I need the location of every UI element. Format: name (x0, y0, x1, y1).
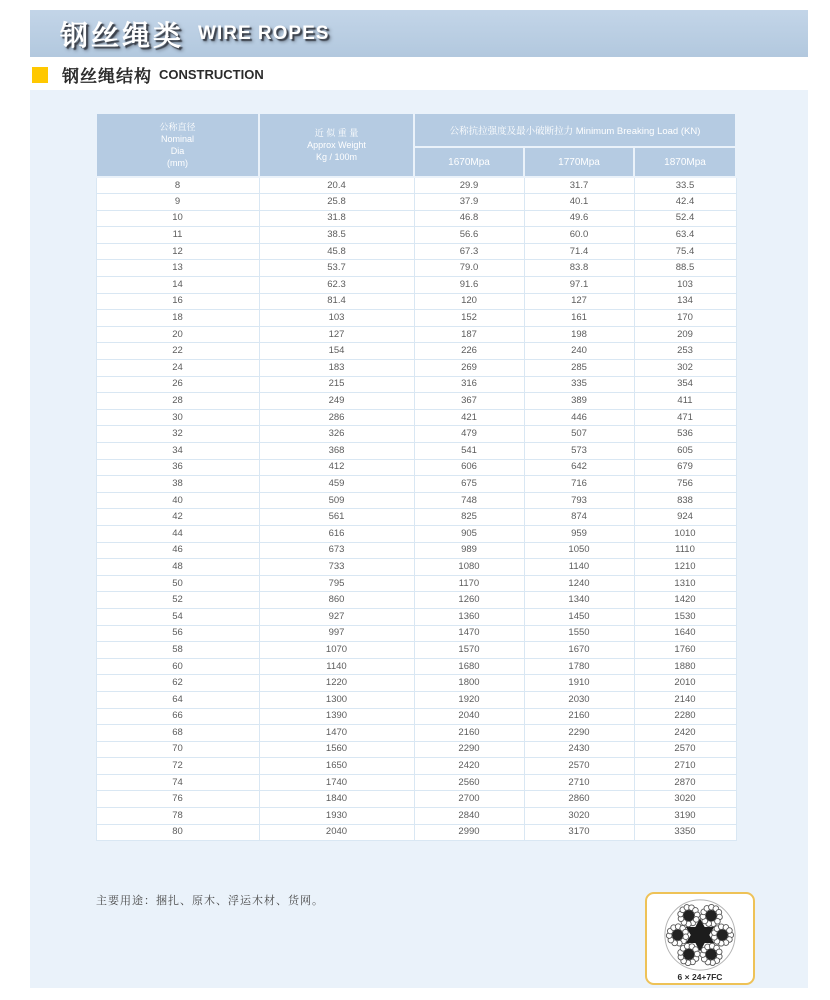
table-cell: 3190 (634, 808, 736, 825)
table-cell: 367 (414, 393, 524, 410)
table-cell: 67.3 (414, 243, 524, 260)
table-cell: 959 (524, 525, 634, 542)
yellow-bullet-icon (32, 67, 48, 83)
table-cell: 605 (634, 443, 736, 460)
table-row (96, 575, 736, 592)
table-row (96, 227, 736, 244)
table-cell: 46.8 (414, 210, 524, 227)
table-cell: 2010 (634, 675, 736, 692)
table-cell: 2160 (524, 708, 634, 725)
table-cell: 1140 (259, 658, 414, 675)
table-row (96, 476, 736, 493)
table-cell: 479 (414, 426, 524, 443)
table-cell: 11 (96, 227, 259, 244)
table-cell: 78 (96, 808, 259, 825)
table-cell: 1800 (414, 675, 524, 692)
table-row (96, 625, 736, 642)
header-line: Kg / 100m (315, 152, 358, 162)
table-cell: 127 (259, 326, 414, 343)
header-line: Nominal (160, 134, 194, 144)
table-cell: 1110 (634, 542, 736, 559)
table-cell: 997 (259, 625, 414, 642)
table-row (96, 758, 736, 775)
table-cell: 58 (96, 642, 259, 659)
header-line: 公称直径 (159, 122, 196, 132)
table-row (96, 376, 736, 393)
table-cell: 2870 (634, 774, 736, 791)
table-cell: 31.7 (524, 177, 634, 194)
header-approx-weight (259, 113, 414, 177)
table-cell: 38 (96, 476, 259, 493)
table-cell: 1080 (414, 559, 524, 576)
table-cell: 927 (259, 608, 414, 625)
table-row (96, 525, 736, 542)
table-cell: 79.0 (414, 260, 524, 277)
table-cell: 62.3 (259, 277, 414, 294)
header-nominal-dia (96, 113, 259, 177)
table-cell: 1170 (414, 575, 524, 592)
table-cell: 335 (524, 376, 634, 393)
table-row (96, 459, 736, 476)
table-cell: 46 (96, 542, 259, 559)
table-cell: 2840 (414, 808, 524, 825)
table-cell: 1780 (524, 658, 634, 675)
table-cell: 91.6 (414, 277, 524, 294)
table-cell: 40 (96, 492, 259, 509)
table-cell: 924 (634, 509, 736, 526)
table-cell: 3170 (524, 824, 634, 841)
table-cell: 756 (634, 476, 736, 493)
table-row (96, 691, 736, 708)
table-row (96, 791, 736, 808)
table-cell: 1010 (634, 525, 736, 542)
table-cell: 12 (96, 243, 259, 260)
table-cell: 1360 (414, 608, 524, 625)
table-cell: 29.9 (414, 177, 524, 194)
usage-note: 主要用途：捆扎、原木、浮运木材、货网。 (96, 895, 324, 907)
table-cell: 48 (96, 559, 259, 576)
table-cell: 2040 (414, 708, 524, 725)
table-cell: 20 (96, 326, 259, 343)
header-breaking-load-group: 公称抗拉强度及最小破断拉力 Minimum Breaking Load (KN) (414, 113, 736, 147)
table-cell: 56.6 (414, 227, 524, 244)
table-body (96, 177, 736, 841)
table-cell: 36 (96, 459, 259, 476)
section-title-en: CONSTRUCTION (159, 67, 264, 82)
table-row (96, 409, 736, 426)
table-cell: 134 (634, 293, 736, 310)
table-cell: 1050 (524, 542, 634, 559)
header-line: Approx Weight (307, 140, 366, 150)
table-row (96, 194, 736, 211)
table-cell: 2710 (634, 758, 736, 775)
table-cell: 411 (634, 393, 736, 410)
table-row (96, 293, 736, 310)
table-cell: 1450 (524, 608, 634, 625)
table-cell: 507 (524, 426, 634, 443)
table-cell: 28 (96, 393, 259, 410)
table-row (96, 642, 736, 659)
table-cell: 536 (634, 426, 736, 443)
table-cell: 25.8 (259, 194, 414, 211)
table-cell: 1670 (524, 642, 634, 659)
table-cell: 56 (96, 625, 259, 642)
table-cell: 16 (96, 293, 259, 310)
table-cell: 3020 (524, 808, 634, 825)
table-cell: 2030 (524, 691, 634, 708)
table-cell: 642 (524, 459, 634, 476)
table-cell: 1300 (259, 691, 414, 708)
table-cell: 45.8 (259, 243, 414, 260)
banner-title-zh: 钢丝绳类 (60, 19, 185, 51)
table-row (96, 343, 736, 360)
table-cell: 52 (96, 592, 259, 609)
table-cell: 2570 (634, 741, 736, 758)
table-cell: 793 (524, 492, 634, 509)
rope-cross-section-card (645, 892, 755, 985)
table-row (96, 492, 736, 509)
table-cell: 1640 (634, 625, 736, 642)
table-cell: 716 (524, 476, 634, 493)
table-cell: 83.8 (524, 260, 634, 277)
table-cell: 31.8 (259, 210, 414, 227)
table-cell: 183 (259, 360, 414, 377)
table-cell: 2420 (414, 758, 524, 775)
table-cell: 989 (414, 542, 524, 559)
table-row (96, 260, 736, 277)
table-cell: 13 (96, 260, 259, 277)
table-cell: 152 (414, 310, 524, 327)
table-row (96, 426, 736, 443)
table-cell: 170 (634, 310, 736, 327)
table-row (96, 210, 736, 227)
table-cell: 34 (96, 443, 259, 460)
table-cell: 60.0 (524, 227, 634, 244)
table-row (96, 824, 736, 841)
table-row (96, 608, 736, 625)
table-cell: 446 (524, 409, 634, 426)
table-row (96, 592, 736, 609)
table-cell: 226 (414, 343, 524, 360)
table-cell: 2290 (524, 725, 634, 742)
table-cell: 33.5 (634, 177, 736, 194)
section-heading (32, 62, 264, 87)
table-cell: 2430 (524, 741, 634, 758)
table-cell: 198 (524, 326, 634, 343)
table-cell: 1550 (524, 625, 634, 642)
table-cell: 42 (96, 509, 259, 526)
table-cell: 269 (414, 360, 524, 377)
table-cell: 75.4 (634, 243, 736, 260)
table-cell: 127 (524, 293, 634, 310)
table-cell: 354 (634, 376, 736, 393)
table-row (96, 277, 736, 294)
table-cell: 2990 (414, 824, 524, 841)
table-cell: 1570 (414, 642, 524, 659)
table-cell: 1530 (634, 608, 736, 625)
table-cell: 421 (414, 409, 524, 426)
table-cell: 32 (96, 426, 259, 443)
table-head (96, 113, 736, 177)
table-cell: 49.6 (524, 210, 634, 227)
table-row (96, 393, 736, 410)
table-cell: 215 (259, 376, 414, 393)
table-cell: 74 (96, 774, 259, 791)
header-1670mpa: 1670Mpa (414, 147, 524, 177)
table-cell: 285 (524, 360, 634, 377)
table-cell: 1070 (259, 642, 414, 659)
table-cell: 81.4 (259, 293, 414, 310)
table-cell: 748 (414, 492, 524, 509)
page-banner (30, 10, 808, 57)
table-cell: 187 (414, 326, 524, 343)
table-cell: 60 (96, 658, 259, 675)
table-cell: 459 (259, 476, 414, 493)
table-cell: 1650 (259, 758, 414, 775)
table-cell: 2860 (524, 791, 634, 808)
table-cell: 733 (259, 559, 414, 576)
table-cell: 30 (96, 409, 259, 426)
table-cell: 2570 (524, 758, 634, 775)
table-cell: 37.9 (414, 194, 524, 211)
table-cell: 68 (96, 725, 259, 742)
table-cell: 1260 (414, 592, 524, 609)
table-cell: 573 (524, 443, 634, 460)
table-cell: 1760 (634, 642, 736, 659)
table-row (96, 708, 736, 725)
table-cell: 161 (524, 310, 634, 327)
header-line: Dia (170, 146, 185, 156)
table-cell: 22 (96, 343, 259, 360)
table-cell: 1340 (524, 592, 634, 609)
table-cell: 509 (259, 492, 414, 509)
header-1770mpa: 1770Mpa (524, 147, 634, 177)
table-cell: 860 (259, 592, 414, 609)
table-cell: 1420 (634, 592, 736, 609)
table-cell: 316 (414, 376, 524, 393)
table-cell: 905 (414, 525, 524, 542)
table-cell: 606 (414, 459, 524, 476)
table-cell: 1930 (259, 808, 414, 825)
table-cell: 1920 (414, 691, 524, 708)
table-row (96, 741, 736, 758)
header-1870mpa: 1870Mpa (634, 147, 736, 177)
table-cell: 326 (259, 426, 414, 443)
table-row (96, 725, 736, 742)
table-cell: 1680 (414, 658, 524, 675)
table-cell: 2160 (414, 725, 524, 742)
table-cell: 97.1 (524, 277, 634, 294)
table-cell: 66 (96, 708, 259, 725)
table-cell: 1390 (259, 708, 414, 725)
rope-construction-label: 6 × 24+7FC (677, 972, 723, 982)
table-cell: 154 (259, 343, 414, 360)
table-cell: 838 (634, 492, 736, 509)
table-row (96, 443, 736, 460)
rope-cross-section-icon (662, 897, 738, 973)
table-cell: 825 (414, 509, 524, 526)
table-cell: 2560 (414, 774, 524, 791)
table-cell: 286 (259, 409, 414, 426)
table-cell: 70 (96, 741, 259, 758)
table-cell: 53.7 (259, 260, 414, 277)
table-cell: 1470 (414, 625, 524, 642)
table-cell: 76 (96, 791, 259, 808)
table-cell: 616 (259, 525, 414, 542)
table-cell: 26 (96, 376, 259, 393)
table-cell: 52.4 (634, 210, 736, 227)
section-title-zh: 钢丝绳结构 (62, 67, 152, 86)
table-cell: 54 (96, 608, 259, 625)
table-cell: 471 (634, 409, 736, 426)
spec-table-wrap (95, 112, 735, 841)
table-cell: 1910 (524, 675, 634, 692)
table-cell: 20.4 (259, 177, 414, 194)
table-cell: 1210 (634, 559, 736, 576)
table-cell: 673 (259, 542, 414, 559)
table-row (96, 310, 736, 327)
table-cell: 541 (414, 443, 524, 460)
table-cell: 675 (414, 476, 524, 493)
table-cell: 103 (259, 310, 414, 327)
table-cell: 2710 (524, 774, 634, 791)
table-cell: 253 (634, 343, 736, 360)
table-cell: 42.4 (634, 194, 736, 211)
table-row (96, 774, 736, 791)
table-cell: 44 (96, 525, 259, 542)
table-cell: 2700 (414, 791, 524, 808)
table-cell: 1840 (259, 791, 414, 808)
table-row (96, 360, 736, 377)
table-row (96, 177, 736, 194)
table-row (96, 326, 736, 343)
table-cell: 2140 (634, 691, 736, 708)
table-cell: 1880 (634, 658, 736, 675)
table-row (96, 542, 736, 559)
table-cell: 40.1 (524, 194, 634, 211)
table-cell: 302 (634, 360, 736, 377)
table-cell: 88.5 (634, 260, 736, 277)
table-cell: 9 (96, 194, 259, 211)
table-cell: 14 (96, 277, 259, 294)
table-cell: 2420 (634, 725, 736, 742)
table-cell: 3350 (634, 824, 736, 841)
table-cell: 1220 (259, 675, 414, 692)
table-cell: 1560 (259, 741, 414, 758)
table-cell: 412 (259, 459, 414, 476)
table-cell: 103 (634, 277, 736, 294)
table-cell: 1310 (634, 575, 736, 592)
table-cell: 249 (259, 393, 414, 410)
table-cell: 8 (96, 177, 259, 194)
table-cell: 561 (259, 509, 414, 526)
table-cell: 1240 (524, 575, 634, 592)
table-row (96, 808, 736, 825)
banner-title-en: WIRE ROPES (198, 22, 330, 44)
table-cell: 209 (634, 326, 736, 343)
header-line: (mm) (167, 158, 188, 168)
table-cell: 50 (96, 575, 259, 592)
table-cell: 72 (96, 758, 259, 775)
table-cell: 64 (96, 691, 259, 708)
header-line: 近 似 重 量 (314, 128, 359, 138)
table-row (96, 658, 736, 675)
table-cell: 80 (96, 824, 259, 841)
table-cell: 63.4 (634, 227, 736, 244)
table-row (96, 559, 736, 576)
table-cell: 2280 (634, 708, 736, 725)
table-cell: 3020 (634, 791, 736, 808)
table-cell: 2040 (259, 824, 414, 841)
table-row (96, 243, 736, 260)
table-cell: 10 (96, 210, 259, 227)
table-cell: 120 (414, 293, 524, 310)
table-row (96, 509, 736, 526)
spec-table (95, 112, 737, 841)
table-cell: 2290 (414, 741, 524, 758)
table-cell: 1140 (524, 559, 634, 576)
table-cell: 38.5 (259, 227, 414, 244)
table-cell: 795 (259, 575, 414, 592)
table-cell: 679 (634, 459, 736, 476)
table-cell: 62 (96, 675, 259, 692)
table-cell: 368 (259, 443, 414, 460)
table-cell: 240 (524, 343, 634, 360)
table-cell: 874 (524, 509, 634, 526)
table-cell: 24 (96, 360, 259, 377)
table-cell: 71.4 (524, 243, 634, 260)
table-cell: 1470 (259, 725, 414, 742)
table-row (96, 675, 736, 692)
table-cell: 1740 (259, 774, 414, 791)
table-cell: 18 (96, 310, 259, 327)
table-cell: 389 (524, 393, 634, 410)
